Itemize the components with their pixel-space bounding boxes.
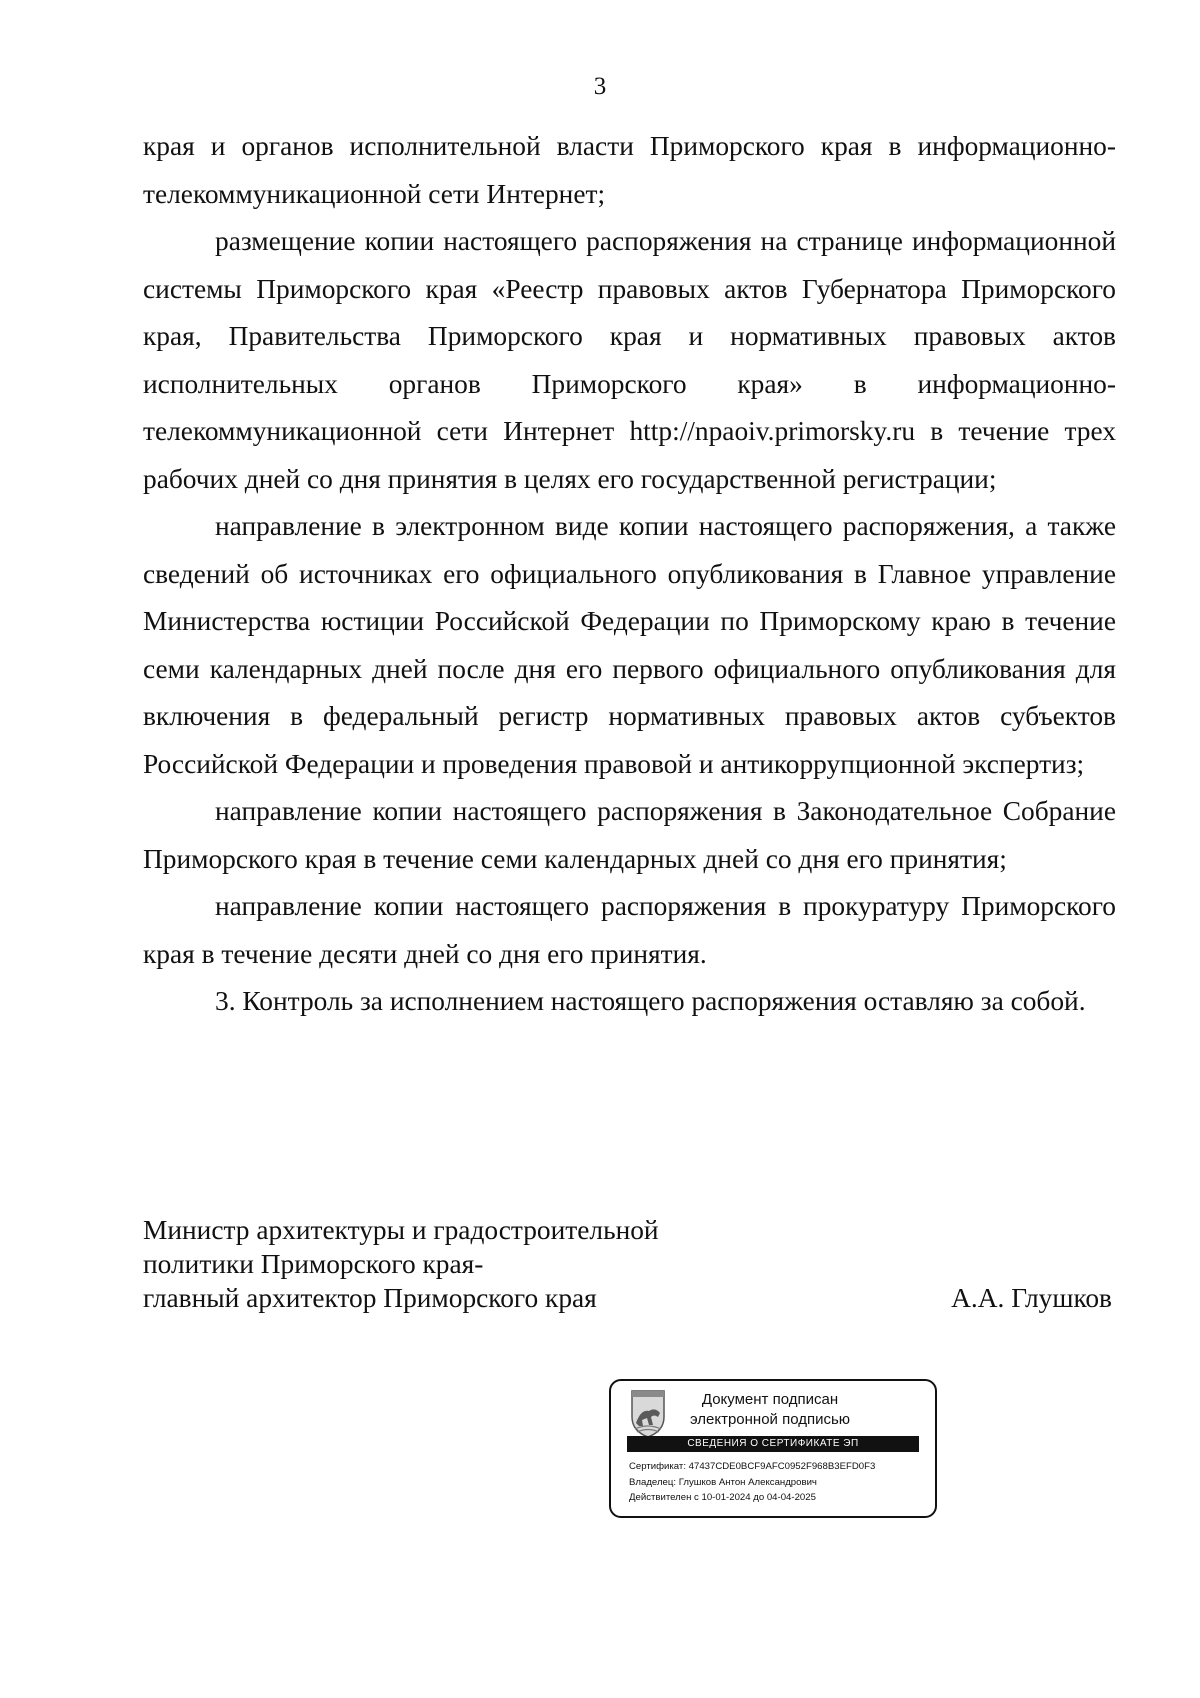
paragraph-control-clause: 3. Контроль за исполнением настоящего распоряжения оставляю за собой. [215, 986, 1086, 1016]
signer-position-line: Министр архитектуры и градостроительной [143, 1215, 659, 1245]
signer-name: А.А. Глушков [951, 1283, 1112, 1313]
certificate-details [629, 1459, 875, 1506]
electronic-signature-stamp [609, 1379, 937, 1518]
stamp-title [675, 1390, 865, 1430]
document-body [143, 123, 1116, 1026]
certificate-validity: Действителен с 10-01-2024 до 04-04-2025 [629, 1492, 816, 1503]
signer-position-line: политики Приморского края- [143, 1249, 484, 1279]
paragraph-continuation: края и органов исполнительной власти Приморского края в информационно-телекоммуникационной сети Интернет; [143, 131, 1116, 209]
paragraph-ministry-of-justice: направление в электронном виде копии настоящего распоряжения, а также сведений об источниках его официального опубликования в Главное управление Министерства юстиции Российской Федерации по Приморскому краю в течение семи календарных дней после дня его первого официального опубликования для включения в федеральный регистр нормативных правовых актов субъектов Российской Федерации и проведения правовой и антикоррупционной экспертиз; [143, 511, 1116, 779]
certificate-number: Сертификат: 47437CDE0BCF9AFC0952F968B3EFD0F3 [629, 1461, 876, 1472]
paragraph-registry-publication: размещение копии настоящего распоряжения на странице информационной системы Приморского края «Реестр правовых актов Губернатора Приморского края, Правительства Приморского края и нормативных правовых актов исполнительных органов Приморского края» в информационно-телекоммуникационной сети Интернет http://npaoiv.primorsky.ru в течение трех рабочих дней со дня принятия в целях его государственной регистрации; [143, 226, 1116, 494]
certificate-info-bar: СВЕДЕНИЯ О СЕРТИФИКАТЕ ЭП [627, 1436, 919, 1452]
signer-position-line: главный архитектор Приморского края [143, 1283, 597, 1313]
certificate-owner: Владелец: Глушков Антон Александрович [629, 1476, 817, 1488]
page-number: 3 [593, 73, 607, 100]
signature-block [143, 1213, 1116, 1315]
stamp-title-line: электронной подписью [689, 1411, 851, 1428]
paragraph-prosecutor: направление копии настоящего распоряжения в прокуратуру Приморского края в течение десяти дней со дня его принятия. [143, 891, 1116, 969]
paragraph-legislative-assembly: направление копии настоящего распоряжения в Законодательное Собрание Приморского края в течение семи календарных дней со дня его принятия; [143, 796, 1116, 874]
stamp-title-line: Документ подписан [701, 1391, 839, 1408]
primorsky-krai-coat-of-arms-icon [627, 1387, 669, 1439]
